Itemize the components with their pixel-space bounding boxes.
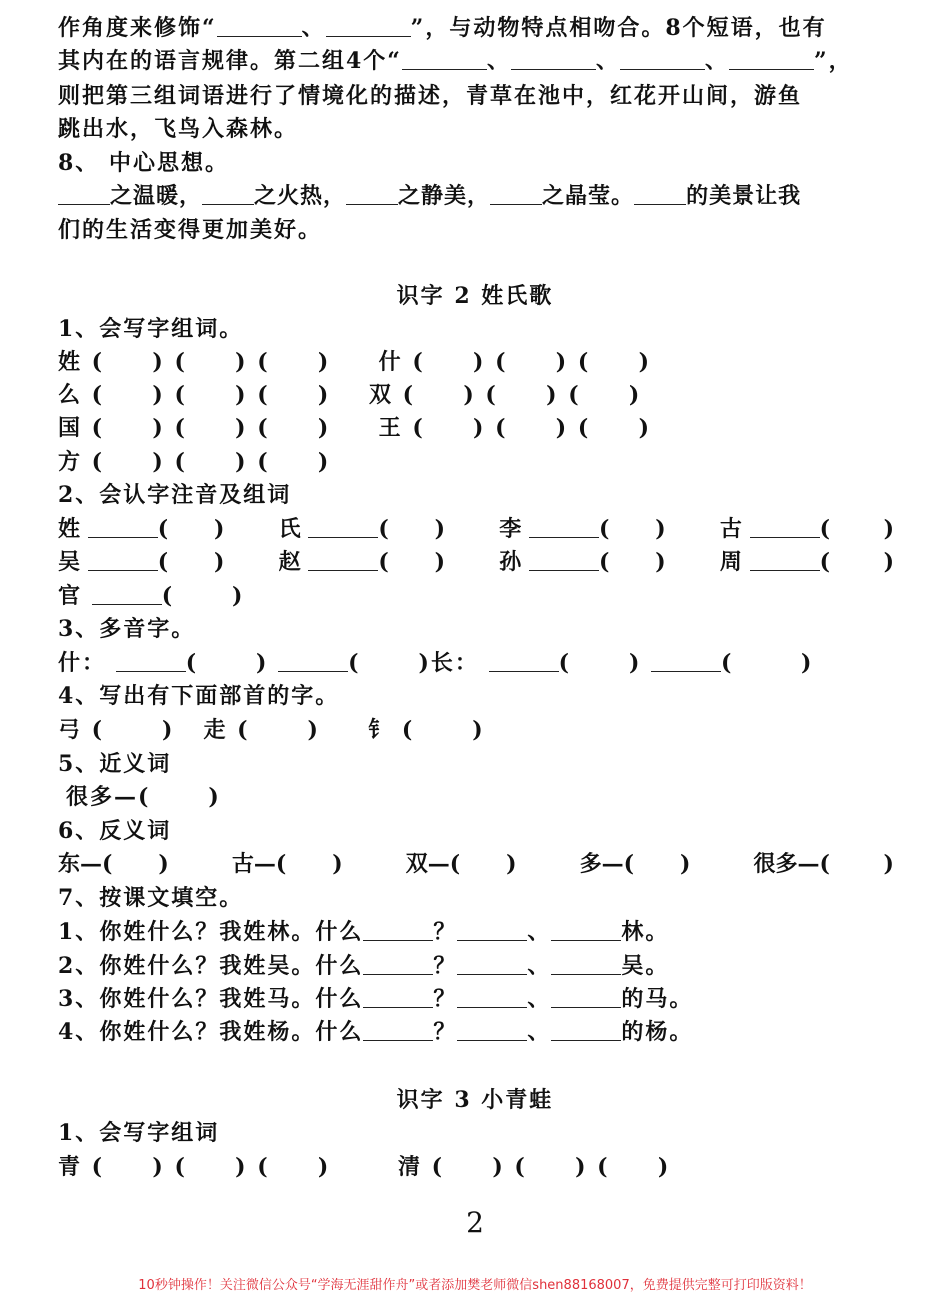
blank[interactable] <box>634 180 686 205</box>
s2-q1-heading: 1、会写字组词。 <box>58 316 244 342</box>
blank[interactable] <box>308 546 378 571</box>
s2-q3-heading: 3、多音字。 <box>58 616 196 642</box>
blank[interactable] <box>346 180 398 205</box>
text: 作角度来修饰“ <box>58 15 217 41</box>
char: 钅 <box>368 717 393 743</box>
intro-line-2 <box>58 45 894 78</box>
blank[interactable] <box>457 950 527 975</box>
intro-line-1 <box>58 12 894 45</box>
blank[interactable] <box>620 45 705 70</box>
char: 弓 <box>58 717 83 743</box>
blank[interactable] <box>750 546 820 571</box>
blank[interactable] <box>511 45 596 70</box>
blank[interactable] <box>363 916 433 941</box>
char: 方 <box>58 449 83 475</box>
text: 、 <box>527 1019 552 1045</box>
char: 青 <box>58 1154 83 1180</box>
char: 周 <box>719 549 742 575</box>
text: 、 <box>595 48 620 74</box>
s2-q1-row: 方 ( ) ( ) ( ) <box>58 449 331 475</box>
num: 4、 <box>58 1019 100 1045</box>
s3-q1-heading: 1、会写字组词 <box>58 1120 220 1146</box>
text: 的马。 <box>621 986 694 1012</box>
char: 孙 <box>499 549 522 575</box>
blank[interactable] <box>750 513 820 538</box>
blank[interactable] <box>217 12 302 37</box>
char: 双 <box>368 382 393 408</box>
text: 、 <box>301 15 326 41</box>
text: 吴。 <box>621 953 670 979</box>
s2-q4-heading: 4、写出有下面部首的字。 <box>58 683 340 709</box>
char: 古 <box>719 516 742 542</box>
text: 的杨。 <box>621 1019 694 1045</box>
blank[interactable] <box>308 513 378 538</box>
char: 赵 <box>278 549 301 575</box>
s2-q7-row <box>58 1016 894 1049</box>
text: 你姓什么？我姓林。什么 <box>99 919 364 945</box>
footer-notice: 10秒钟操作！关注微信公众号“学海无涯甜作舟”或者添加樊老师微信shen88168007，免费提供完整可打印版资料！ <box>138 1278 812 1293</box>
page-number: 2 <box>466 1206 484 1239</box>
char: 国 <box>58 415 83 441</box>
s2-q1-row: 么 ( ) ( ) ( ) 双 ( ) ( ) ( ) <box>58 382 642 408</box>
text: 很多— <box>753 851 820 877</box>
blank[interactable] <box>88 513 158 538</box>
s2-q6-heading: 6、反义词 <box>58 818 172 844</box>
char: 氏 <box>278 516 301 542</box>
blank[interactable] <box>363 983 433 1008</box>
num: 3、 <box>58 986 100 1012</box>
text: 之晶莹。 <box>542 183 635 209</box>
char: 姓 <box>58 349 83 375</box>
text: 双— <box>405 851 450 877</box>
text: ？ <box>433 1019 458 1045</box>
char: 王 <box>378 415 403 441</box>
intro-line-7: 们的生活变得更加美好。 <box>58 217 323 243</box>
text: 其内在的语言规律。第二组4个“ <box>58 48 402 74</box>
s2-q2-row: 官 ( ) <box>58 580 894 613</box>
blank[interactable] <box>457 1016 527 1041</box>
text: 、 <box>486 48 511 74</box>
char: 清 <box>397 1154 422 1180</box>
text: 多— <box>579 851 624 877</box>
blank[interactable] <box>551 1016 621 1041</box>
s2-q7-row <box>58 916 894 949</box>
text: 古— <box>231 851 276 877</box>
text: 之火热， <box>254 183 347 209</box>
s2-q5-row: 很多—( ) <box>66 784 221 810</box>
text: ？ <box>433 919 458 945</box>
text: 你姓什么？我姓马。什么 <box>99 986 364 1012</box>
blank[interactable] <box>551 950 621 975</box>
text: 东— <box>58 851 103 877</box>
text: 之温暖， <box>110 183 203 209</box>
s2-q4-row: 弓 ( ) 走 ( ) 钅 ( ) <box>58 717 485 743</box>
blank[interactable] <box>457 916 527 941</box>
char: 么 <box>58 382 83 408</box>
text: 、 <box>527 919 552 945</box>
num: 2、 <box>58 953 100 979</box>
text: 很多— <box>66 784 139 810</box>
s3-q1-row: 青 ( ) ( ) ( ) 清 ( ) ( ) ( ) <box>58 1154 671 1180</box>
s2-q5-heading: 5、近义词 <box>58 751 172 777</box>
blank[interactable] <box>363 1016 433 1041</box>
s2-q6-row: 东—( ) 古—( ) 双—( ) 多—( ) 很多—( ) <box>58 851 894 877</box>
char: 什 <box>378 349 403 375</box>
text: 林。 <box>621 919 670 945</box>
blank[interactable] <box>651 647 721 672</box>
blank[interactable] <box>402 45 487 70</box>
blank[interactable] <box>490 180 542 205</box>
text: 你姓什么？我姓吴。什么 <box>99 953 364 979</box>
text: 的美景让我 <box>686 183 802 209</box>
blank[interactable] <box>278 647 348 672</box>
text: ”，与动物特点相吻合。8个短语，也有 <box>410 15 827 41</box>
blank[interactable] <box>363 950 433 975</box>
blank[interactable] <box>116 647 186 672</box>
blank[interactable] <box>529 546 599 571</box>
blank[interactable] <box>529 513 599 538</box>
blank[interactable] <box>551 983 621 1008</box>
text: ？ <box>433 953 458 979</box>
text: ？ <box>433 986 458 1012</box>
intro-heading-8: 8、 中心思想。 <box>58 150 229 176</box>
s2-q7-row <box>58 983 894 1016</box>
blank[interactable] <box>457 983 527 1008</box>
num: 1、 <box>58 919 100 945</box>
s2-q1-row: 国 ( ) ( ) ( ) 王 ( ) ( ) ( ) <box>58 415 651 441</box>
char: 什： <box>58 650 107 676</box>
blank[interactable] <box>326 12 411 37</box>
s2-q2-row: 吴 ( ) 赵 ( ) 孙 ( ) 周 ( ) <box>58 546 894 579</box>
s2-q7-row <box>58 950 894 983</box>
char: 走 <box>203 717 228 743</box>
text: 之静美， <box>398 183 491 209</box>
s2-q1-row: 姓 ( ) ( ) ( ) 什 ( ) ( ) ( ) <box>58 349 651 375</box>
blank[interactable] <box>202 180 254 205</box>
text: 、 <box>705 48 730 74</box>
char: 姓 <box>58 516 81 542</box>
blank[interactable] <box>551 916 621 941</box>
char: 李 <box>499 516 522 542</box>
text: 你姓什么？我姓杨。什么 <box>99 1019 364 1045</box>
s2-q2-row: 姓 ( ) 氏 ( ) 李 ( ) 古 ( ) <box>58 513 894 546</box>
intro-line-3: 则把第三组词语进行了情境化的描述，青草在池中，红花开山间，游鱼 <box>58 83 803 109</box>
text: 、 <box>527 953 552 979</box>
blank[interactable] <box>489 647 559 672</box>
s2-q3-row: 什： ( ) ( )长： ( ) ( ) <box>58 647 894 680</box>
blank[interactable] <box>58 180 110 205</box>
intro-line-4: 跳出水，飞鸟入森林。 <box>58 116 299 142</box>
intro-line-6 <box>58 180 894 213</box>
section-title-3: 识字 3 小青蛙 <box>396 1087 554 1113</box>
blank[interactable] <box>92 580 162 605</box>
s2-q7-heading: 7、按课文填空。 <box>58 885 244 911</box>
blank[interactable] <box>88 546 158 571</box>
blank[interactable] <box>729 45 814 70</box>
char: 长： <box>430 650 479 676</box>
text: ”， <box>814 48 853 74</box>
s2-q2-heading: 2、会认字注音及组词 <box>58 482 292 508</box>
char: 官 <box>58 583 83 609</box>
char: 吴 <box>58 549 81 575</box>
section-title-2: 识字 2 姓氏歌 <box>396 283 554 309</box>
text: 、 <box>527 986 552 1012</box>
